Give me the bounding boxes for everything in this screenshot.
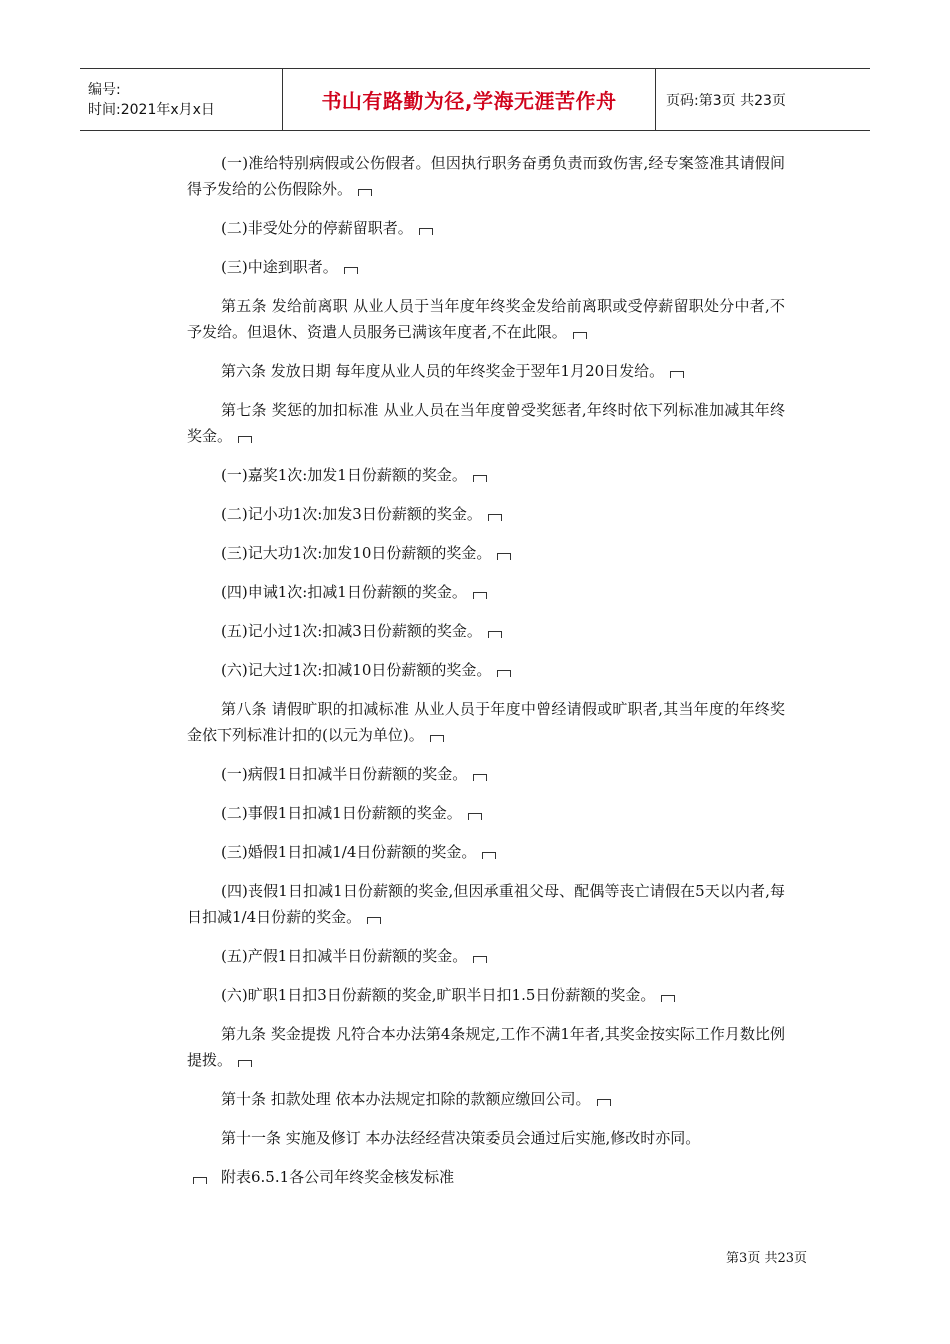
- paragraph-mark-icon: [573, 332, 587, 339]
- attachment-line: [187, 1164, 785, 1190]
- paragraph-text: 第六条 发放日期 每年度从业人员的年终奖金于翌年1月20日发给。: [221, 362, 665, 380]
- paragraph: [187, 618, 785, 644]
- paragraph-text: 第十条 扣款处理 依本办法规定扣除的款额应缴回公司。: [221, 1090, 591, 1108]
- paragraph-text: (二)非受处分的停薪留职者。: [221, 219, 413, 237]
- paragraph: [187, 657, 785, 683]
- paragraph: [187, 397, 785, 449]
- paragraph-text: (一)病假1日扣减半日份薪额的奖金。: [221, 765, 468, 783]
- paragraph: [187, 293, 785, 345]
- paragraph-mark-icon: [497, 670, 511, 677]
- paragraph-mark-icon: [430, 735, 444, 742]
- paragraph: [187, 358, 785, 384]
- paragraph-mark-icon: [597, 1099, 611, 1106]
- paragraph-text: (六)旷职1日扣3日份薪额的奖金,旷职半日扣1.5日份薪额的奖金。: [221, 986, 656, 1004]
- paragraph-mark-icon: [468, 813, 482, 820]
- paragraph: [187, 982, 785, 1008]
- header-page-number: 页码:第3页 共23页: [666, 92, 786, 109]
- paragraph: [187, 150, 785, 202]
- paragraph-mark-icon: [670, 371, 684, 378]
- header-meta: [80, 69, 282, 130]
- paragraph: [187, 501, 785, 527]
- paragraph-text: (一)嘉奖1次:加发1日份薪额的奖金。: [221, 466, 467, 484]
- paragraph-mark-icon: [482, 852, 496, 859]
- paragraph-mark-icon: [473, 592, 487, 599]
- paragraph: [187, 462, 785, 488]
- paragraph: [187, 540, 785, 566]
- paragraph-text: (五)记小过1次:扣减3日份薪额的奖金。: [221, 622, 482, 640]
- document-number-label: 编号:: [88, 81, 121, 98]
- paragraph-text: (二)记小功1次:加发3日份薪额的奖金。: [221, 505, 482, 523]
- paragraph-mark-icon: [238, 436, 252, 443]
- paragraph-mark-icon: [238, 1060, 252, 1067]
- paragraph: [187, 1086, 785, 1112]
- paragraph-text: (三)记大功1次:加发10日份薪额的奖金。: [221, 544, 492, 562]
- paragraph-text: (三)中途到职者。: [221, 258, 338, 276]
- paragraph: [187, 800, 785, 826]
- paragraph-text: 第九条 奖金提拨 凡符合本办法第4条规定,工作不满1年者,其奖金按实际工作月数比例提拨。: [187, 1025, 785, 1069]
- paragraph: [187, 579, 785, 605]
- paragraph-mark-icon: [367, 917, 381, 924]
- paragraph-mark-icon: [497, 553, 511, 560]
- paragraph-mark-icon: [488, 514, 502, 521]
- paragraph-text: 第五条 发给前离职 从业人员于当年度年终奖金发给前离职或受停薪留职处分中者,不予发给。但退休、资遣人员服务已满该年度者,不在此限。: [187, 297, 785, 341]
- paragraph-mark-icon: [661, 995, 675, 1002]
- page-header: [80, 68, 870, 131]
- paragraph: [187, 696, 785, 748]
- paragraph-text: (四)丧假1日扣减1日份薪额的奖金,但因承重祖父母、配偶等丧亡请假在5天以内者,每日扣减1/4日份薪的奖金。: [187, 882, 785, 926]
- paragraph-mark-icon: [419, 228, 433, 235]
- attachment-title: 附表6.5.1各公司年终奖金核发标准: [221, 1168, 455, 1186]
- paragraph-text: (二)事假1日扣减1日份薪额的奖金。: [221, 804, 462, 822]
- paragraph-mark-icon: [358, 189, 372, 196]
- paragraph-text: 第七条 奖惩的加扣标准 从业人员在当年度曾受奖惩者,年终时依下列标准加减其年终奖金。: [187, 401, 785, 445]
- paragraph: [187, 1125, 785, 1151]
- paragraph: [187, 761, 785, 787]
- paragraph-text: (五)产假1日扣减半日份薪额的奖金。: [221, 947, 468, 965]
- paragraph-text: (四)申诫1次:扣减1日份薪额的奖金。: [221, 583, 467, 601]
- header-motto: 书山有路勤为径,学海无涯苦作舟: [282, 69, 656, 130]
- paragraph-text: (一)准给特别病假或公伤假者。但因执行职务奋勇负责而致伤害,经专案签准其请假间得予发给的公伤假除外。: [187, 154, 785, 198]
- page-footer: 第3页 共23页: [726, 1251, 807, 1266]
- document-time-label: 时间:2021年x月x日: [88, 101, 215, 118]
- paragraph-mark-icon: [473, 956, 487, 963]
- paragraph-mark-icon: [344, 267, 358, 274]
- document-body: [187, 150, 785, 1203]
- paragraph-text: (六)记大过1次:扣减10日份薪额的奖金。: [221, 661, 492, 679]
- paragraph: [187, 1021, 785, 1073]
- paragraph-text: (三)婚假1日扣减1/4日份薪额的奖金。: [221, 843, 477, 861]
- paragraph: [187, 215, 785, 241]
- paragraph: [187, 254, 785, 280]
- paragraph-mark-icon: [193, 1177, 207, 1184]
- paragraph-text: 第十一条 实施及修订 本办法经经营决策委员会通过后实施,修改时亦同。: [221, 1129, 701, 1147]
- paragraph: [187, 839, 785, 865]
- paragraph-mark-icon: [473, 475, 487, 482]
- paragraph-mark-icon: [473, 774, 487, 781]
- paragraph-text: 第八条 请假旷职的扣减标准 从业人员于年度中曾经请假或旷职者,其当年度的年终奖金依下列标准计扣的(以元为单位)。: [187, 700, 785, 744]
- paragraph-mark-icon: [488, 631, 502, 638]
- paragraph: [187, 943, 785, 969]
- paragraph: [187, 878, 785, 930]
